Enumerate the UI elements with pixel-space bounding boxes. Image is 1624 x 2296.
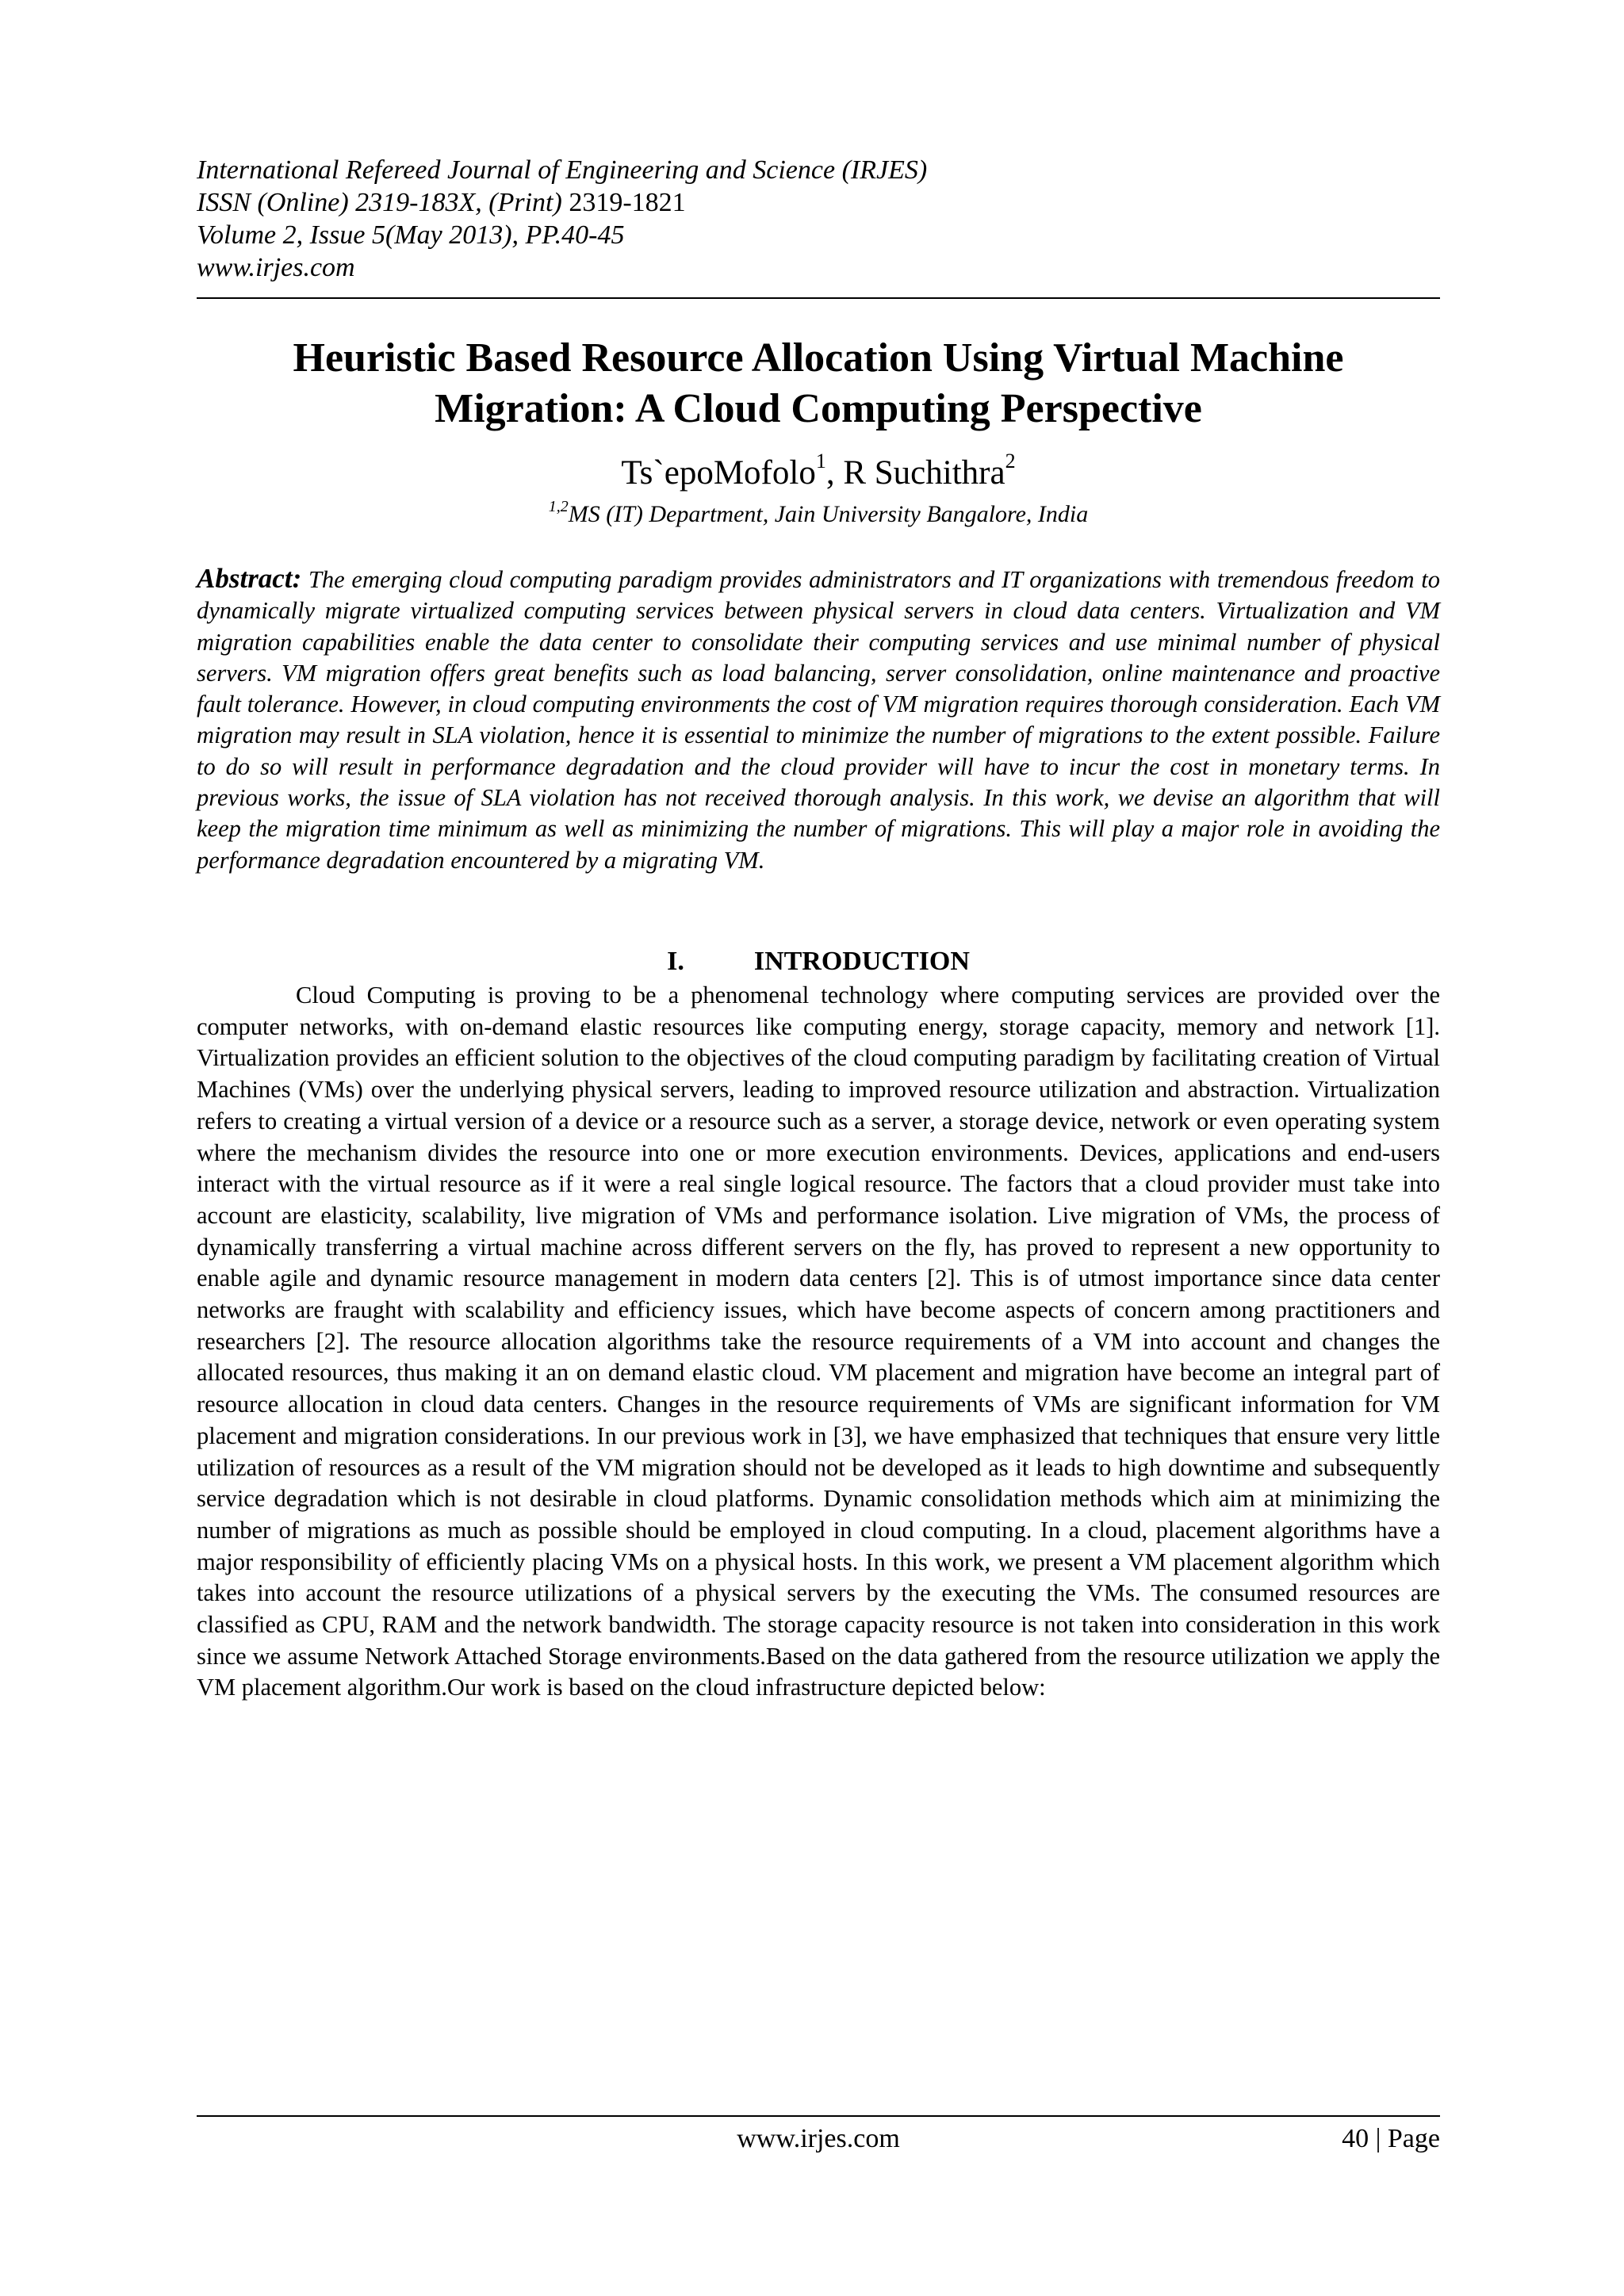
author-separator: ,	[825, 454, 844, 492]
paper-page	[197, 0, 1440, 2296]
footer-website: www.irjes.com	[737, 2124, 900, 2153]
author-1-affil-mark: 1	[815, 450, 826, 473]
paper-title	[197, 333, 1440, 434]
journal-header	[197, 154, 1440, 284]
header-divider	[197, 297, 1440, 299]
author-2-affil-mark: 2	[1005, 450, 1016, 473]
section-heading-introduction	[197, 946, 1440, 978]
abstract	[197, 563, 1440, 876]
abstract-label: Abstract:	[197, 563, 302, 594]
title-line-1: Heuristic Based Resource Allocation Using Virtual Machine	[293, 335, 1344, 381]
issn-print: 2319-1821	[569, 188, 686, 217]
author-2: R Suchithra	[843, 454, 1005, 492]
journal-volume: Volume 2, Issue 5(May 2013), PP.40-45	[197, 220, 625, 250]
affiliation	[197, 499, 1440, 530]
section-number: I.	[667, 947, 684, 976]
journal-issn	[197, 186, 1440, 219]
introduction-paragraph: Cloud Computing is proving to be a phenomenal technology where computing services are provided over the computer networks, with on-demand elastic resources like computing energy, storage capacity, memory and network [1]. Virtualization provides an efficient solution to the objectives of the cloud computing paradigm by facilitating creation of Virtual Machines (VMs) over the underlying physical servers, leading to improved resource utilization and abstraction. Virtualization refers to creating a virtual version of a device or a resource such as a server, a storage device, network or even operating system where the mechanism divides the resource into one or more execution environments. Devices, applications and end-users interact with the virtual resource as if it were a real single logical resource. The factors that a cloud provider must take into account are elasticity, scalability, live migration of VMs and performance isolation. Live migration of VMs, the process of dynamically transferring a virtual machine across different servers on the fly, has proved to represent a new opportunity to enable agile and dynamic resource management in modern data centers [2]. This is of utmost importance since data center networks are fraught with scalability and efficiency issues, which have become aspects of concern among practitioners and researchers [2]. The resource allocation algorithms take the resource requirements of a VM into account and changes the allocated resources, thus making it an on demand elastic cloud. VM placement and migration have become an integral part of resource allocation in cloud data centers. Changes in the resource requirements of VMs are significant information for VM placement and migration considerations. In our previous work in [3], we have emphasized that techniques that ensure very little utilization of resources as a result of the VM migration should not be developed as it leads to high downtime and subsequently service degradation which is not desirable in cloud platforms. Dynamic consolidation methods which aim at minimizing the number of migrations as much as possible should be employed in cloud computing. In a cloud, placement algorithms have a major responsibility of efficiently placing VMs on a physical hosts. In this work, we present a VM placement algorithm which takes into account the resource utilizations of a physical servers by the executing the VMs. The consumed resources are classified as CPU, RAM and the network bandwidth. The storage capacity resource is not taken into consideration in this work since we assume Network Attached Storage environments.Based on the data gathered from the resource utilization we apply the VM placement algorithm.Our work is based on the cloud infrastructure depicted below:	[197, 982, 1440, 1701]
affiliation-mark: 1,2	[548, 498, 569, 515]
page-number: 40 | Page	[1342, 2124, 1440, 2153]
abstract-text: The emerging cloud computing paradigm provides administrators and IT organizations with tremendous freedom to dynamically migrate virtualized computing services between physical servers in cloud data centers. Virtualization and VM migration capabilities enable the data center to consolidate their computing services and use minimal number of physical servers. VM migration offers great benefits such as load balancing, server consolidation, online maintenance and proactive fault tolerance. However, in cloud computing environments the cost of VM migration requires thorough consideration. Each VM migration may result in SLA violation, hence it is essential to minimize the number of migrations to the extent possible. Failure to do so will result in performance degradation and the cloud provider will have to incur the cost in monetary terms. In previous works, the issue of SLA violation has not received thorough analysis. In this work, we devise an algorithm that will keep the migration time minimum as well as minimizing the number of migrations. This will play a major role in avoiding the performance degradation encountered by a migrating VM.	[197, 566, 1441, 874]
footer-divider	[197, 2115, 1440, 2117]
author-1: Ts`epoMofolo	[621, 454, 816, 492]
affiliation-text: MS (IT) Department, Jain University Bangalore, India	[568, 501, 1089, 527]
issn-online: ISSN (Online) 2319-183X, (Print)	[197, 188, 562, 217]
title-line-2: Migration: A Cloud Computing Perspective	[435, 386, 1202, 431]
journal-name: International Refereed Journal of Engineering and Science (IRJES)	[197, 155, 928, 185]
journal-website: www.irjes.com	[197, 253, 355, 282]
section-title: INTRODUCTION	[753, 947, 970, 976]
author-list	[197, 450, 1440, 493]
